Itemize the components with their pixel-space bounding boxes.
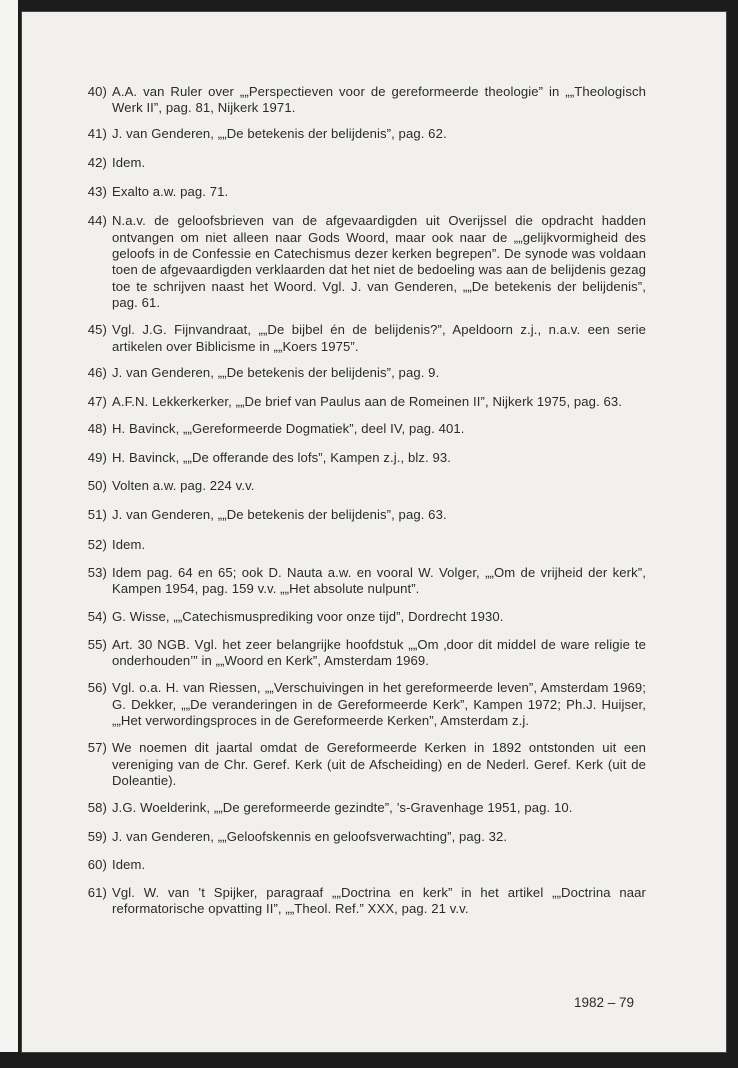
footnote-45 <box>73 322 646 355</box>
footnote-57 <box>73 740 646 789</box>
footnote-number: 40) <box>87 84 107 99</box>
footnote-49 <box>73 450 646 466</box>
footnote-number: 61) <box>87 885 107 901</box>
footnote-48 <box>73 421 646 437</box>
footnote-number: 57) <box>87 740 107 756</box>
footnote-text: Vgl. o.a. H. van Riessen, „„Verschuivingen in het gereformeerde leven”, Amsterdam 1969; G. Dekker, „„De veranderingen in de Gereformeerde Kerk”, Kampen 1972; Ph.J. Huijser, „„Het verwordingsproces in de Gereformeerde Kerken”, Amsterdam z.j. <box>112 680 646 729</box>
footnote-number: 54) <box>87 608 107 624</box>
footnote-61 <box>73 885 646 918</box>
footnote-58 <box>73 800 646 816</box>
footnote-text: We noemen dit jaartal omdat de Gereformeerde Kerken in 1892 ontstonden uit een vereniging van de Chr. Geref. Kerk (uit de Afscheiding) en de Nederl. Geref. Kerk (uit de Doleantie). <box>112 740 646 788</box>
footnote-text: J.G. Woelderink, „„De gereformeerde gezindte”, ’s-Gravenhage 1951, pag. 10. <box>112 800 573 816</box>
footnote-50 <box>73 478 646 494</box>
footnote-number: 49) <box>87 449 107 465</box>
footnote-number: 59) <box>87 828 107 844</box>
footnote-text: A.F.N. Lekkerkerker, „„De brief van Paulus aan de Romeinen II”, Nijkerk 1975, pag. 63. <box>112 394 623 410</box>
footnote-text: J. van Genderen, „„De betekenis der belijdenis”, pag. 63. <box>112 507 447 523</box>
footnote-text: H. Bavinck, „„De offerande des lofs”, Kampen z.j., blz. 93. <box>112 449 451 465</box>
footnote-text: J. van Genderen, „„De betekenis der belijdenis”, pag. 62. <box>112 125 447 141</box>
footnote-text: Volten a.w. pag. 224 v.v. <box>112 478 255 494</box>
footnote-number: 55) <box>87 636 107 652</box>
footnote-text: A.A. van Ruler over „„Perspectieven voor de gereformeerde theologie” in „„Theologisch Werk II”, pag. 81, Nijkerk 1971. <box>112 84 646 116</box>
footnote-text: Vgl. W. van ’t Spijker, paragraaf „„Doctrina en kerk” in het artikel „„Doctrina naar reformatorische opvatting II”, „„Theol. Ref.” XXX, pag. 21 v.v. <box>112 885 646 917</box>
footnote-43 <box>73 184 646 200</box>
footnote-number: 41) <box>87 125 107 141</box>
footnote-59 <box>73 829 646 845</box>
footnote-text: N.a.v. de geloofsbrieven van de afgevaardigden uit Overijssel die opdracht hadden ontvangen om niet alleen naar Gods Woord, maar ook naar de „„gelijkvormigheid des geloofs in de Confessie en Catechismus dezer kerken begrepen”. De synode was voldaan toen de afgevaardigden verklaarden dat het niet de bedoeling was aan de belijdenis gezag toe te schrijven naast het Woord. Vgl. J. van Genderen, „„De betekenis der belijdenis”, pag. 61. <box>112 213 646 310</box>
footnote-55 <box>73 637 646 670</box>
footnote-text: Idem. <box>112 856 146 872</box>
footnote-text: Exalto a.w. pag. 71. <box>112 184 229 200</box>
footnote-number: 56) <box>87 680 107 696</box>
footnote-42 <box>73 155 646 171</box>
footnote-number: 50) <box>87 478 107 494</box>
footnote-44 <box>73 213 646 311</box>
footnote-number: 42) <box>87 154 107 170</box>
footnote-41 <box>73 126 646 142</box>
footnote-number: 47) <box>87 394 107 410</box>
footnote-text: Idem pag. 64 en 65; ook D. Nauta a.w. en vooral W. Volger, „„Om de vrijheid der kerk”, Kampen 1954, pag. 159 v.v. „„Het absolute nulpunt”. <box>112 564 646 597</box>
footnote-52 <box>73 537 646 553</box>
footnote-40 <box>73 84 646 117</box>
footnote-number: 51) <box>87 507 107 523</box>
footnote-number: 44) <box>87 213 107 229</box>
footnote-number: 52) <box>87 536 107 552</box>
footnote-54 <box>73 609 646 625</box>
footnote-text: H. Bavinck, „„Gereformeerde Dogmatiek”, deel IV, pag. 401. <box>112 421 465 437</box>
footnote-51 <box>73 507 646 523</box>
footnote-number: 43) <box>87 184 107 200</box>
footnote-number: 46) <box>87 364 107 380</box>
footnote-number: 58) <box>87 800 107 816</box>
footnote-47 <box>73 394 646 410</box>
footnote-number: 48) <box>87 421 107 437</box>
footnotes-list <box>73 84 646 918</box>
footnote-text: Idem. <box>112 154 146 170</box>
footnote-56 <box>73 680 646 729</box>
footnote-text: G. Wisse, „„Catechismusprediking voor onze tijd”, Dordrecht 1930. <box>112 608 504 624</box>
footnote-text: Idem. <box>112 536 146 552</box>
footnote-60 <box>73 857 646 873</box>
scan-border-right <box>726 0 738 1068</box>
footnote-text: J. van Genderen, „„De betekenis der belijdenis”, pag. 9. <box>112 364 440 380</box>
footnote-number: 60) <box>87 856 107 872</box>
scan-border-top <box>0 0 738 12</box>
footnote-text: J. van Genderen, „„Geloofskennis en geloofsverwachting”, pag. 32. <box>112 828 508 844</box>
footnote-46 <box>73 365 646 381</box>
scan-border-bottom <box>0 1052 738 1068</box>
scan-border-left <box>0 0 22 1068</box>
footnote-number: 53) <box>87 564 107 580</box>
page-folio: 1982 – 79 <box>574 995 635 1010</box>
footnote-number: 45) <box>87 322 107 338</box>
footnote-text: Vgl. J.G. Fijnvandraat, „„De bijbel én de belijdenis?”, Apeldoorn z.j., n.a.v. een serie artikelen over Biblicisme in „„Koers 1975”. <box>112 322 646 354</box>
footnote-53 <box>73 565 646 598</box>
footnote-text: Art. 30 NGB. Vgl. het zeer belangrijke hoofdstuk „„Om ‚door dit middel de ware religie te onderhouden’” in „„Woord en Kerk”, Amsterdam 1969. <box>112 636 646 669</box>
